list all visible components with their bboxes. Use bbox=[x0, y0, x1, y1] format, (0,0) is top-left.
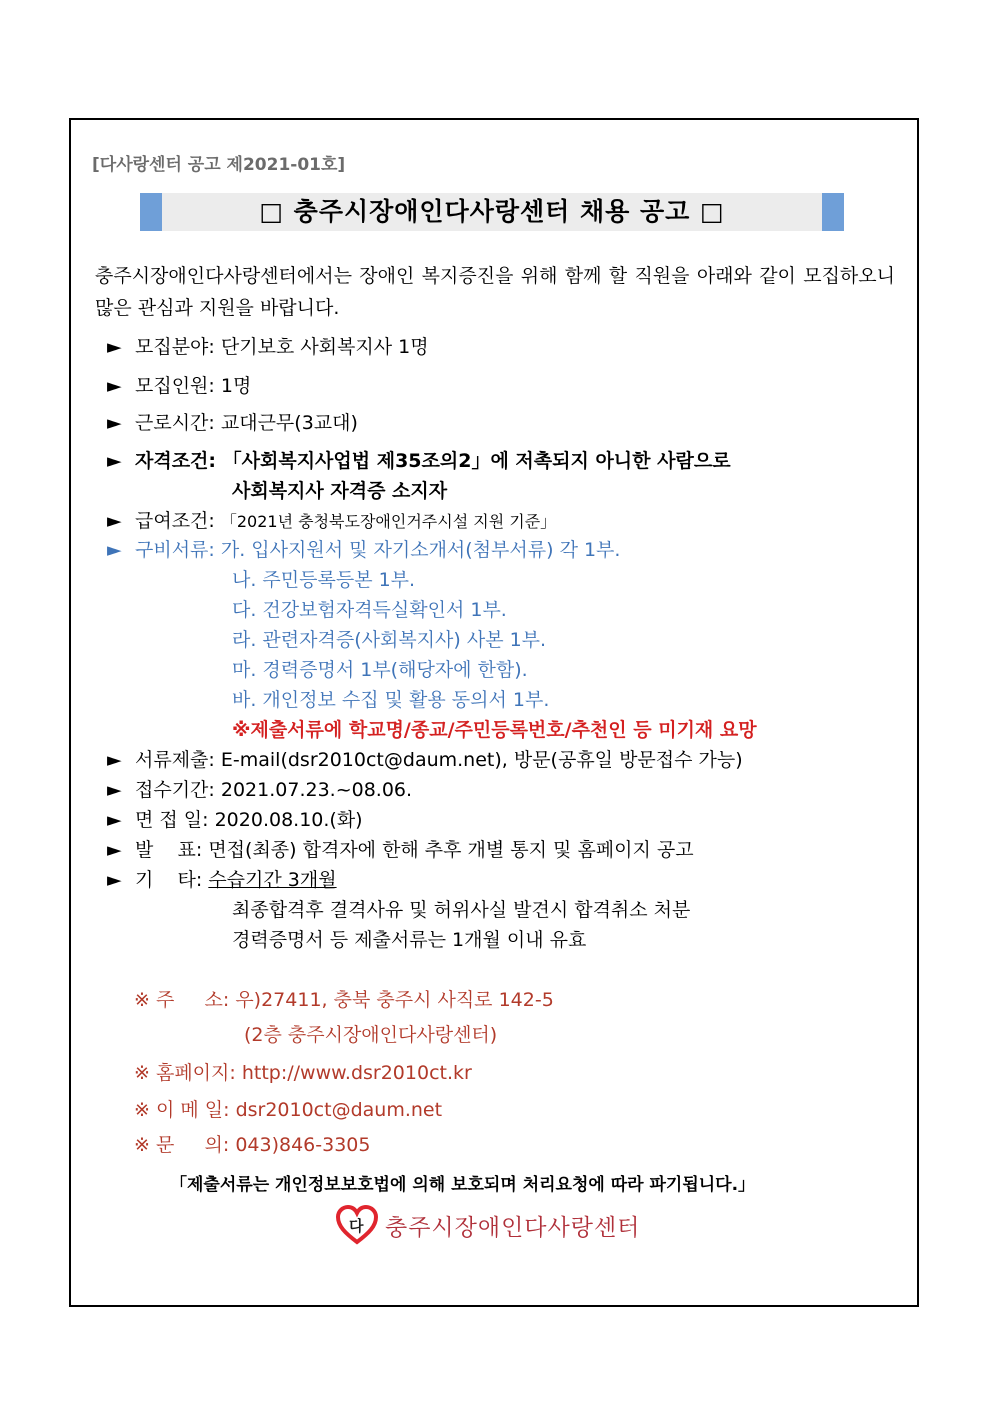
item-etc: ► 기 타: 수습기간 3개월 bbox=[107, 865, 337, 895]
document-item: 다. 건강보험자격득실확인서 1부. bbox=[232, 599, 507, 621]
title-right-bar bbox=[822, 193, 844, 231]
contact-email: ※ 이 메 일: dsr2010ct@daum.net bbox=[134, 1099, 443, 1121]
contact-homepage: ※ 홈페이지: http://www.dsr2010ct.kr bbox=[134, 1062, 472, 1084]
document-item: 마. 경력증명서 1부(해당자에 한함). bbox=[232, 659, 528, 681]
triangle-bullet-icon: ► bbox=[107, 749, 122, 771]
contact-phone: ※ 문 의: 043)846-3305 bbox=[134, 1134, 371, 1156]
page-title: □ 충주시장애인다사랑센터 채용 공고 □ bbox=[259, 197, 725, 226]
document-item: 바. 개인정보 수집 및 활용 동의서 1부. bbox=[232, 689, 550, 711]
triangle-bullet-icon: ► bbox=[107, 336, 122, 358]
etc-line-3: 경력증명서 등 제출서류는 1개월 이내 유효 bbox=[232, 929, 587, 951]
svg-text:다: 다 bbox=[349, 1217, 364, 1235]
triangle-bullet-icon: ► bbox=[107, 779, 122, 801]
item-interview: ► 면 접 일: 2020.08.10.(화) bbox=[107, 805, 363, 835]
document-item: 나. 주민등록등본 1부. bbox=[232, 569, 416, 591]
contact-address: ※ 주 소: 우)27411, 충북 충주시 사직로 142-5 bbox=[134, 989, 554, 1011]
item-period: ► 접수기간: 2021.07.23.~08.06. bbox=[107, 775, 412, 805]
triangle-bullet-icon: ► bbox=[107, 539, 122, 561]
item-documents: ► 구비서류: 가. 입사지원서 및 자기소개서(첨부서류) 각 1부. bbox=[107, 535, 620, 565]
item-field: ► 모집분야: 단기보호 사회복지사 1명 bbox=[107, 332, 429, 362]
center-logo bbox=[335, 1203, 640, 1247]
qualification-line-2: 사회복지사 자격증 소지자 bbox=[232, 480, 448, 502]
triangle-bullet-icon: ► bbox=[107, 839, 122, 861]
documents-warning: ※제출서류에 학교명/종교/주민등록번호/추천인 등 미기재 요망 bbox=[232, 719, 757, 741]
triangle-bullet-icon: ► bbox=[107, 375, 122, 397]
heart-logo-icon bbox=[335, 1205, 379, 1245]
triangle-bullet-icon: ► bbox=[107, 809, 122, 831]
item-announcement: ► 발 표: 면접(최종) 합격자에 한해 추후 개별 통지 및 홈페이지 공고 bbox=[107, 835, 694, 865]
triangle-bullet-icon: ► bbox=[107, 869, 122, 891]
item-qualification: ► 자격조건: 「사회복지사업법 제35조의2」에 저촉되지 아니한 사람으로 bbox=[107, 446, 731, 476]
item-count: ► 모집인원: 1명 bbox=[107, 371, 251, 401]
privacy-note: 「제출서류는 개인정보보호법에 의해 보호되며 처리요청에 따라 파기됩니다.」 bbox=[170, 1175, 756, 1195]
notice-number: [다사랑센터 공고 제2021-01호] bbox=[92, 155, 346, 175]
triangle-bullet-icon: ► bbox=[107, 412, 122, 434]
triangle-bullet-icon: ► bbox=[107, 450, 122, 472]
document-item: 라. 관련자격증(사회복지사) 사본 1부. bbox=[232, 629, 547, 651]
title-band bbox=[140, 193, 844, 231]
logo-text: 충주시장애인다사랑센터 bbox=[385, 1214, 641, 1241]
triangle-bullet-icon: ► bbox=[107, 510, 122, 532]
item-hours: ► 근로시간: 교대근무(3교대) bbox=[107, 408, 358, 438]
etc-line-2: 최종합격후 결격사유 및 허위사실 발견시 합격취소 처분 bbox=[232, 899, 691, 921]
item-pay: ► 급여조건: 「2021년 충청북도장애인거주시설 지원 기준」 bbox=[107, 506, 556, 537]
item-submission: ► 서류제출: E-mail(dsr2010ct@daum.net), 방문(공휴일 방문접수 가능) bbox=[107, 745, 743, 775]
contact-address-line-2: (2층 충주시장애인다사랑센터) bbox=[244, 1024, 498, 1046]
intro-paragraph: 충주시장애인다사랑센터에서는 장애인 복지증진을 위해 함께 할 직원을 아래와 같이 모집하오니 많은 관심과 지원을 바랍니다. bbox=[95, 265, 895, 319]
